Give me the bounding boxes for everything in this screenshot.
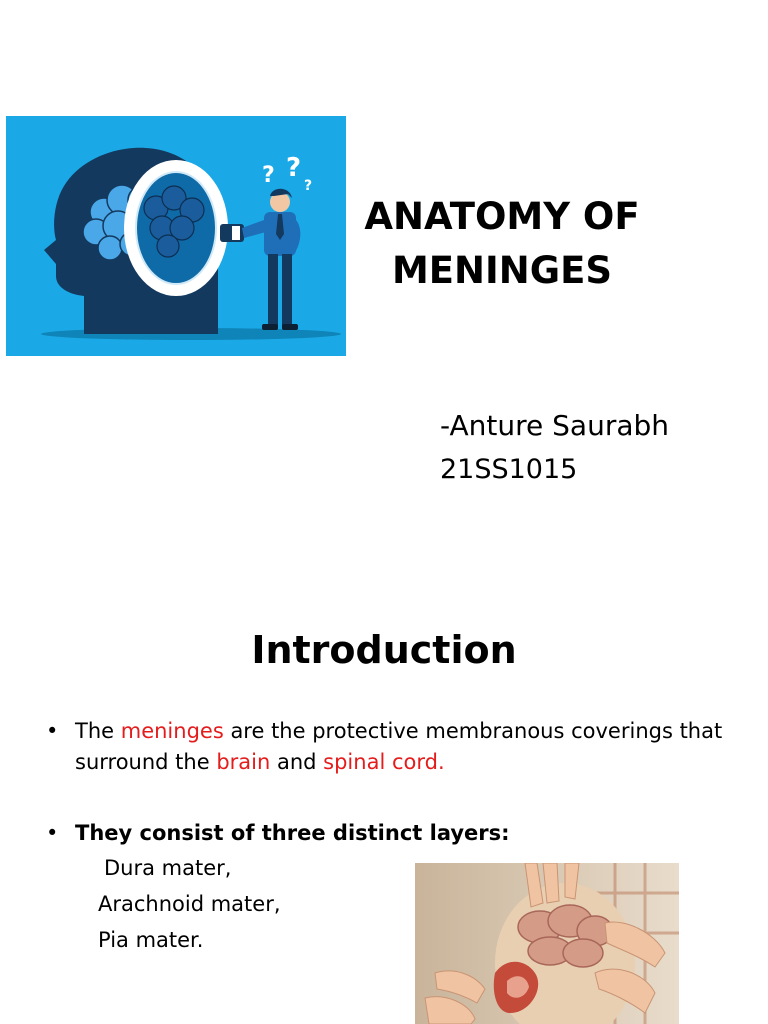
text-fragment: The: [75, 719, 121, 743]
svg-text:?: ?: [262, 163, 275, 188]
svg-text:?: ?: [304, 178, 313, 194]
svg-text:?: ?: [286, 153, 302, 183]
layer-item-dura: Dura mater,: [104, 856, 232, 880]
highlight-meninges: meninges: [120, 719, 224, 743]
section-heading: Introduction: [251, 628, 517, 672]
bullet-text: They consist of three distinct layers:: [75, 821, 510, 845]
text-fragment: and: [270, 750, 324, 774]
author-block: [440, 404, 669, 492]
layer-list: [98, 850, 281, 958]
bullet-icon: •: [46, 719, 59, 743]
slide-title: [352, 190, 652, 298]
layer-item-arachnoid: Arachnoid mater,: [98, 892, 281, 916]
bullet-icon: •: [46, 821, 59, 845]
author-name: -Anture Saurabh: [440, 409, 670, 442]
layer-item-pia: Pia mater.: [98, 928, 204, 952]
title-line-2: MENINGES: [391, 249, 613, 292]
bullet-item-meninges: [46, 716, 726, 780]
text-fragment: are the protective membranous coverings that surround the: [75, 719, 723, 774]
author-id: 21SS1015: [440, 454, 578, 485]
bullet-text: [75, 716, 726, 778]
highlight-spinal-cord: spinal cord.: [323, 750, 445, 774]
bullet-item-layers: [46, 818, 726, 850]
hero-illustration: [6, 116, 346, 356]
brain-model-photo: [415, 863, 679, 1024]
title-line-1: ANATOMY OF: [364, 195, 640, 238]
highlight-brain: brain: [216, 750, 271, 774]
